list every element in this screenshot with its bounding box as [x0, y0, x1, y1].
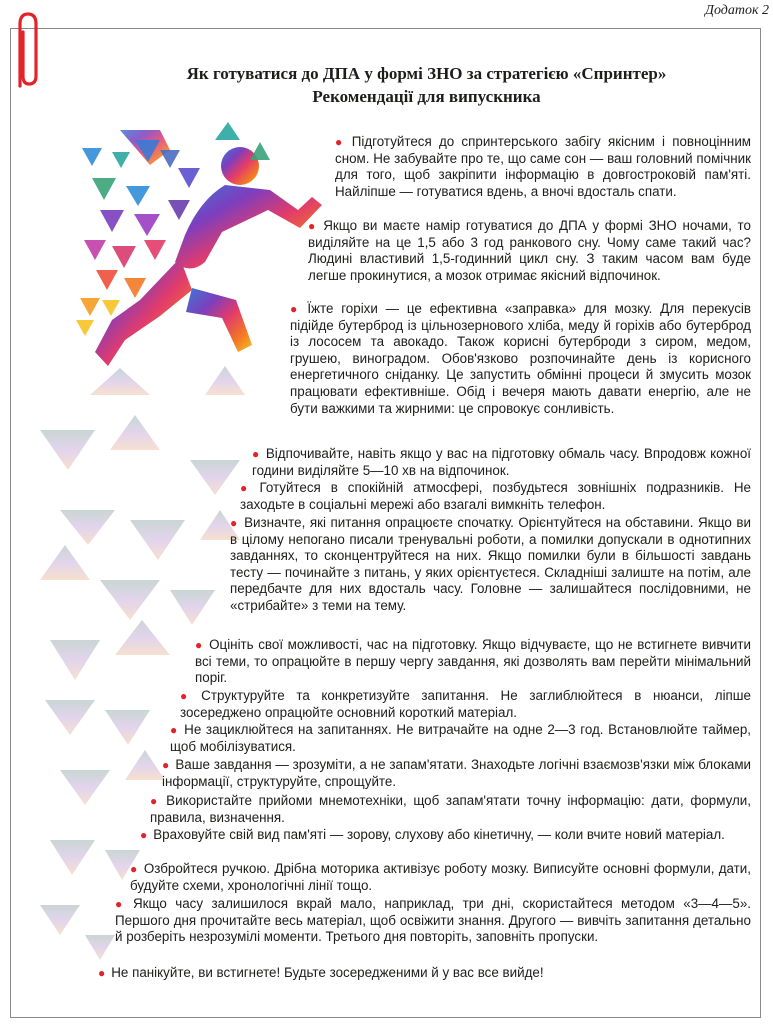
tip-item-11: ● Використайте прийоми мнемотехніки, щоб запам'ятати точну інформацію: дати, формули, правила, визначення.: [150, 793, 751, 825]
document-subtitle: Рекомендації для випускника: [312, 87, 541, 106]
bullet-icon: ●: [240, 481, 254, 495]
bullet-icon: ●: [170, 723, 179, 737]
appendix-label: Додаток 2: [705, 3, 769, 18]
bullet-icon: ●: [195, 638, 204, 652]
bullet-icon: ●: [290, 302, 302, 316]
tip-item-10: ● Ваше завдання — зрозуміти, а не запам'ятати. Знаходьте логічні взаємозв'язки між блоками інформації, структуруйте, спрощуйте.: [162, 757, 752, 789]
bullet-icon: ●: [230, 516, 239, 530]
tip-item-9: ● Не зациклюйтеся на запитаннях. Не витрачайте на одне 2—3 год. Встановлюйте таймер, щоб мобілізуватися.: [170, 722, 751, 754]
tip-item-8: ● Структуруйте та конкретизуйте запитання. Не заглиблюйтеся в нюанси, ліпше зосереджено опрацюйте основний короткий матеріал.: [180, 688, 751, 720]
bullet-icon: ●: [130, 862, 138, 876]
tip-item-5: ● Готуйтеся в спокійній атмосфері, позбудьтеся зовнішніх подразників. Не заходьте в соціальні мережі або взагалі вимкніть телефон.: [240, 480, 751, 512]
bullet-icon: ●: [150, 794, 161, 808]
tip-item-13: ● Озбройтеся ручкою. Дрібна моторика активізує роботу мозку. Виписуйте основні формули, дати, будуйте схеми, хронологічні лінії тощо.: [130, 861, 752, 893]
bullet-icon: ●: [335, 135, 346, 149]
tip-item-15: ● Не панікуйте, ви встигнете! Будьте зосередженими й у вас все вийде!: [98, 965, 544, 980]
tip-item-4: ● Відпочивайте, навіть якщо у вас на підготовку обмаль часу. Впродовж кожної години виділяйте 5—10 хв на відпочинок.: [252, 446, 751, 478]
document-title: Як готуватися до ДПА у формі ЗНО за стратегією «Спринтер»: [186, 64, 667, 83]
tip-item-2: ● Якщо ви маєте намір готуватися до ДПА у формі ЗНО ночами, то виділяйте на це 1,5 або 3 год ранкового сну. Чому саме такий час? Людині властивий 1,5-годинний цикл сну. З таким часом вам буде легше прокинутися, а мозок отримає якісний відпочинок.: [308, 218, 751, 283]
tip-item-12: ● Враховуйте свій вид пам'яті — зорову, слухову або кінетичну, — коли вчите новий матеріал.: [140, 827, 725, 842]
tip-item-1: ● Підготуйтеся до спринтерського забігу якісним і повноцінним сном. Не забувайте про те, що саме сон — ваш головний помічник для того, щоб закріпити інформацію в довгостроковій пам'яті. Найліпше — готуватися вдень, а вночі вдосталь спати.: [335, 134, 752, 199]
bullet-icon: ●: [308, 219, 318, 233]
bullet-icon: ●: [140, 828, 148, 842]
tip-item-7: ● Оцініть свої можливості, час на підготовку. Якщо відчуваєте, що не встигнете вивчити всі теми, то опрацюйте в першу чергу завдання, які дозволять вам перейти мінімальний поріг.: [195, 637, 751, 686]
bullet-icon: ●: [162, 758, 170, 772]
bullet-icon: ●: [98, 966, 106, 980]
bullet-icon: ●: [252, 447, 260, 461]
bullet-icon: ●: [115, 897, 127, 911]
bullet-icon: ●: [180, 689, 196, 703]
tip-item-6: ● Визначте, які питання опрацюєте спочатку. Орієнтуйтеся на обставини. Якщо ви в цілому непогано писали тренувальні роботи, а помилки допускали в однотипних завданнях, то сконцентруйтеся на них. Якщо помилки були в більшості завдань тесту — починайте з питань, у яких орієнтуєтеся. Складніші залиште на потім, але передбачте для них вдосталь часу. Головне — залишайтеся послідовними, не «стрибайте» з теми на тему.: [230, 515, 751, 613]
tip-item-14: ● Якщо часу залишилося вкрай мало, наприклад, три дні, скористайтеся методом «3—4—5». Першого дня прочитайте весь матеріал, щоб освіжити знання. Другого — вивчіть запитання детально й розберіть незрозумілі моменти. Третього дня повторіть, заповніть пропуски.: [115, 896, 751, 945]
tip-item-3: ● Їжте горіхи — це ефективна «заправка» для мозку. Для перекусів підійде бутерброд із цільнозернового хліба, меду й горіхів або бутерброд із лососем та авокадо. Також корисні бутерброди з сиром, медом, грушею, виноградом. Обов'язково розпочинайте день із корисного енергетичного сніданку. Це запустить обмінні процеси й змусить мозок працювати ефективніше. Обід і вечеря мають давати енергію, але не бути важкими та жирними: це спровокує сонливість.: [290, 301, 751, 416]
